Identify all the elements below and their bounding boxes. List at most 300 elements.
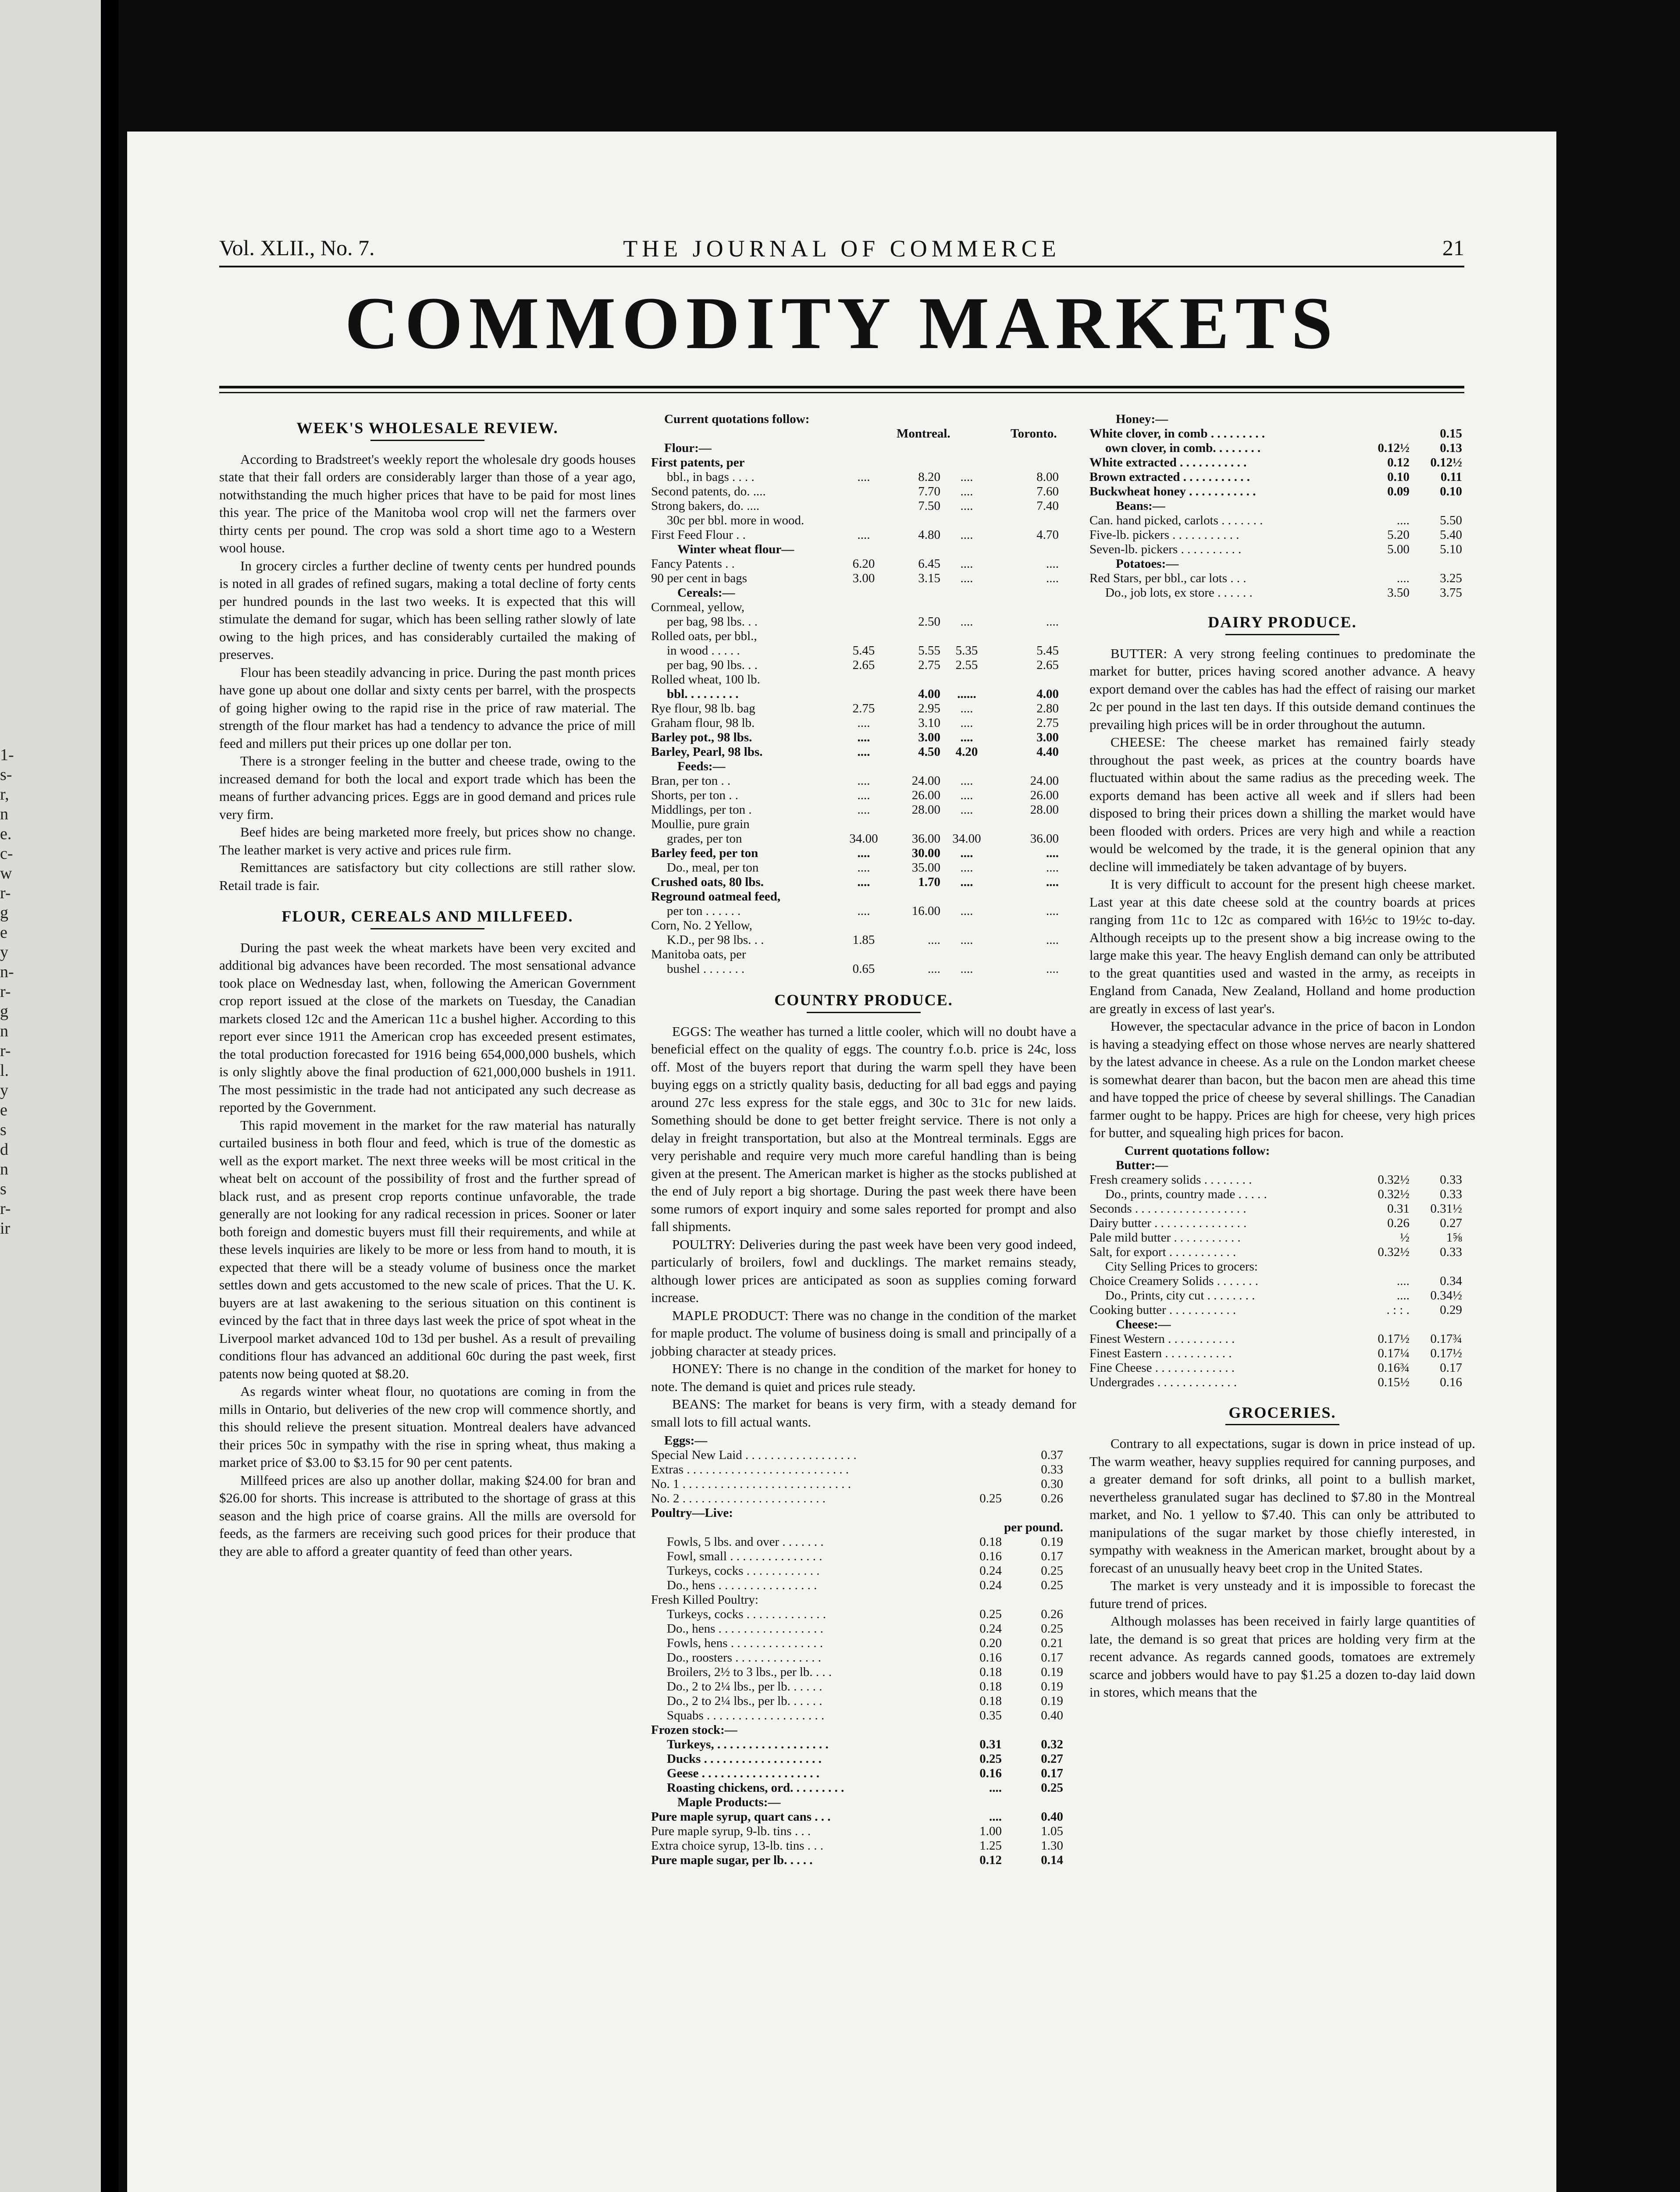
previous-page-fragment: d xyxy=(0,1140,8,1159)
quote-label xyxy=(651,1564,958,1578)
quote-label xyxy=(651,658,840,673)
quote-value xyxy=(840,687,888,701)
quote-value: 3.50 xyxy=(1387,586,1409,600)
quote-label-text: Ducks xyxy=(667,1752,701,1766)
quote-label xyxy=(1089,455,1361,470)
quote-row xyxy=(651,803,1076,817)
quote-label-text: per ton xyxy=(667,904,703,918)
dot-leader: . . . . . . . . . . . . . . . . . . . . . . . xyxy=(679,1491,826,1505)
paragraph: As regards winter wheat flour, no quotations are coming in from the mills in Ontario, but deliveries of the new crop will commence shortly, and this should relieve the present situation. Montreal dealers have advanced their prices 50c in sympathy with the rise in spring wheat, thus making a market price of $3.00 to $3.15 for 90 per cent patents. xyxy=(219,1384,636,1470)
quote-value: 5.40 xyxy=(1440,528,1462,542)
quote-value: 2.55 xyxy=(955,658,978,672)
quote-label-text: Do., prints, country made xyxy=(1105,1187,1235,1201)
quote-label xyxy=(651,528,840,542)
quote-value: .... xyxy=(857,528,870,542)
quote-label-text: Pale mild butter xyxy=(1089,1230,1171,1245)
quote-value: .... xyxy=(960,701,973,715)
quote-label xyxy=(651,557,840,571)
quote-value: 2.75 xyxy=(1036,716,1059,730)
quote-value: .... xyxy=(1046,933,1059,947)
quote-label-text: White extracted xyxy=(1089,455,1177,470)
quote-value: 7.60 xyxy=(1036,484,1059,498)
quote-row xyxy=(651,947,1076,962)
quote-label xyxy=(651,1824,958,1839)
quote-label-text: bushel xyxy=(667,962,700,976)
quote-value xyxy=(888,455,940,470)
quote-label-text: Squabs xyxy=(667,1708,704,1722)
quote-label xyxy=(651,629,840,644)
quote-value: 26.00 xyxy=(1030,788,1059,802)
quote-label xyxy=(1089,1375,1361,1390)
quote-value: 0.10 xyxy=(1387,470,1409,484)
quote-value: 0.12 xyxy=(1387,455,1409,470)
quote-value xyxy=(940,673,993,687)
dot-leader: . . . . . . . . xyxy=(793,1781,844,1795)
masthead-rule-thin xyxy=(219,392,1464,393)
paragraph: HONEY: There is no change in the condition of the market for honey to note. The demand is quiet and prices rule steady. xyxy=(651,1361,1076,1394)
quote-value xyxy=(958,1520,1002,1535)
quote-value: 0.34½ xyxy=(1430,1288,1462,1302)
quote-label-text: Can. hand picked, carlots xyxy=(1089,513,1218,527)
quote-label xyxy=(651,947,840,962)
quote-row xyxy=(1089,586,1475,600)
quote-value xyxy=(1361,1260,1409,1274)
quote-category: Eggs:— xyxy=(664,1434,708,1448)
quote-value: 7.50 xyxy=(918,499,940,513)
quote-value: 0.12½ xyxy=(1377,441,1409,455)
dot-leader: . . . . . . . . . . . . . . . . . . . . . . . . . . . xyxy=(679,1477,851,1491)
page-number: 21 xyxy=(1442,235,1464,260)
quote-value: 2.80 xyxy=(1036,701,1059,715)
quote-value: .... xyxy=(1397,1274,1409,1288)
quote-label xyxy=(1089,542,1361,557)
quote-category: Feeds:— xyxy=(677,759,726,773)
quote-row xyxy=(651,716,1076,730)
quote-value: .... xyxy=(1046,846,1059,860)
quote-value: 0.16¾ xyxy=(1377,1360,1409,1375)
quote-value: 34.00 xyxy=(952,832,981,846)
dot-leader: . . . . . . . . . . . xyxy=(1162,1346,1232,1360)
quote-value: 0.32½ xyxy=(1377,1245,1409,1259)
quote-value xyxy=(940,918,993,933)
quote-label-text: Fine Cheese xyxy=(1089,1360,1152,1375)
quote-value xyxy=(958,1593,1002,1607)
quote-value: 1.05 xyxy=(1041,1824,1063,1838)
quote-label-text: Cornmeal, yellow, xyxy=(651,600,745,614)
quote-value xyxy=(840,484,888,499)
quote-value: 0.32 xyxy=(1041,1737,1063,1751)
previous-page-fragment: s- xyxy=(0,765,12,784)
quote-value xyxy=(940,629,993,644)
toronto-header: Toronto. xyxy=(1011,427,1057,441)
heading-rule xyxy=(370,440,484,441)
quote-label-text: bbl., in bags xyxy=(667,470,729,484)
quote-label xyxy=(651,600,840,615)
quote-row xyxy=(651,875,1076,890)
quote-label-text: Geese xyxy=(667,1766,699,1780)
dot-leader: . . . . . . . . . . . xyxy=(1166,1302,1236,1317)
dot-leader: . . . . . . . . . . . . xyxy=(743,1564,820,1578)
quote-value: 1.70 xyxy=(918,875,940,889)
quote-value: 0.17¾ xyxy=(1430,1331,1462,1346)
quote-label xyxy=(1089,441,1361,455)
quote-label xyxy=(651,890,840,904)
previous-page-fragment: g xyxy=(0,1002,8,1021)
quote-value: 0.25 xyxy=(1041,1578,1063,1592)
dot-leader: . . . . . . . . . . . . . . . xyxy=(726,1549,822,1563)
dot-leader: . . . . . . . . xyxy=(687,687,739,701)
quote-label-text: Finest Eastern xyxy=(1089,1346,1162,1360)
previous-page-fragment: r- xyxy=(0,884,11,902)
previous-page-fragment: y xyxy=(0,943,8,961)
quote-label xyxy=(651,1853,958,1868)
quote-label xyxy=(651,1680,958,1694)
quote-value: 5.20 xyxy=(1387,528,1409,542)
quote-value: 0.17¼ xyxy=(1377,1346,1409,1360)
quote-value: 34.00 xyxy=(849,832,878,846)
quote-value: 0.25 xyxy=(979,1607,1002,1621)
dot-leader: . . . . . . . . xyxy=(1204,1288,1255,1302)
dot-leader: . . . xyxy=(791,1824,811,1838)
quote-row xyxy=(651,788,1076,803)
quote-value: 0.24 xyxy=(979,1578,1002,1592)
quote-row xyxy=(1089,455,1475,470)
dairy-produce-body xyxy=(1089,645,1475,1142)
quote-value: 1⅝ xyxy=(1446,1230,1462,1245)
quote-row xyxy=(1089,1245,1475,1260)
quote-label-text: Extra choice syrup, 13-lb. tins xyxy=(651,1839,804,1853)
quote-label-text: in wood xyxy=(667,644,708,658)
quote-row xyxy=(651,904,1076,918)
quote-label-text: bbl. xyxy=(667,687,688,701)
quote-value: .... xyxy=(1397,513,1409,527)
dot-leader: . . . . . . . . . . . xyxy=(1166,1245,1236,1259)
quote-value: .... xyxy=(960,484,973,498)
paragraph: MAPLE PRODUCT: There was no change in the condition of the market for maple product. The volume of business doing is small and principally of a jobbing character at steady prices. xyxy=(651,1307,1076,1359)
journal-title: THE JOURNAL OF COMMERCE xyxy=(623,235,1061,262)
weekly-review-heading: WEEK'S WHOLESALE REVIEW. xyxy=(296,419,559,437)
quote-value: 7.70 xyxy=(918,484,940,498)
quote-label xyxy=(651,1463,958,1477)
paragraph: Millfeed prices are also up another dollar, making $24.00 for bran and $26.00 for shorts. This increase is attributed to the shortage of grass at this season and the high price of coarse grains. All the mills are oversold for feeds, as the farmers are receiving such good prices for their produce that they are able to afford a greater quantity of feed than other years. xyxy=(219,1472,636,1559)
quote-row xyxy=(651,1448,1076,1463)
dot-leader: . . . . . . xyxy=(1214,586,1253,600)
quote-value: . : : . xyxy=(1386,1302,1409,1317)
groceries-body xyxy=(1089,1435,1475,1701)
quote-label-text: K.D., per 98 lbs. xyxy=(667,933,751,947)
quote-label xyxy=(1089,1303,1361,1317)
quote-label xyxy=(1089,1173,1361,1187)
previous-page-fragment: r- xyxy=(0,1199,11,1218)
quote-label xyxy=(651,1520,958,1535)
dot-leader: . . . . . . . . . . . . . . . . . . . . . . . . . . xyxy=(683,1463,849,1477)
quote-label-text: Middlings, per ton xyxy=(651,803,746,817)
quote-value: .... xyxy=(857,875,870,889)
quote-value: 4.40 xyxy=(1036,745,1059,759)
quote-value: .... xyxy=(960,803,973,817)
previous-page-fragment: l. xyxy=(0,1061,9,1080)
quote-label xyxy=(651,1665,958,1680)
quote-label-text: Do., 2 to 2¼ lbs., per lb. xyxy=(667,1694,790,1708)
quote-value xyxy=(888,513,940,528)
quote-value xyxy=(993,918,1059,933)
quote-value: 0.26 xyxy=(1387,1216,1409,1230)
heading-rule xyxy=(807,1012,921,1013)
quote-value: .... xyxy=(989,1781,1002,1795)
quotes-intro: Current quotations follow: xyxy=(664,412,810,426)
quote-value: 0.15½ xyxy=(1377,1375,1409,1389)
quote-label xyxy=(1089,1361,1361,1375)
quote-value: 0.17 xyxy=(1440,1360,1462,1375)
quote-row xyxy=(651,1824,1076,1839)
quote-row xyxy=(651,1607,1076,1622)
quote-label xyxy=(651,918,840,933)
quote-row xyxy=(651,499,1076,513)
weekly-review-body xyxy=(219,451,636,895)
quote-row xyxy=(651,861,1076,875)
quote-label-text: Turkeys, cocks xyxy=(667,1607,744,1621)
quote-label-text: Salt, for export xyxy=(1089,1245,1166,1259)
quote-value: 2.65 xyxy=(852,658,875,672)
quote-label-text: Choice Creamery Solids xyxy=(1089,1274,1214,1288)
quote-value: 0.17½ xyxy=(1430,1346,1462,1360)
quote-label xyxy=(651,832,840,846)
quote-label xyxy=(1089,427,1361,441)
quote-label xyxy=(651,1593,958,1607)
quote-label-text: Do., 2 to 2¼ lbs., per lb. xyxy=(667,1680,790,1694)
quote-value: 0.24 xyxy=(979,1622,1002,1636)
quote-value: 0.25 xyxy=(979,1491,1002,1505)
paragraph: BEANS: The market for beans is very firm, with a steady demand for small lots to fill actual wants. xyxy=(651,1396,1076,1430)
quote-value: 0.27 xyxy=(1041,1752,1063,1766)
dot-leader: . . . . . . . xyxy=(779,1535,824,1549)
dot-leader: . . . . xyxy=(787,1853,813,1867)
quote-row xyxy=(1089,1216,1475,1231)
quote-label-text: Roasting chickens, ord. xyxy=(667,1781,794,1795)
quote-label xyxy=(651,1708,958,1723)
quote-label xyxy=(651,470,840,484)
quote-label-text: Seven-lb. pickers xyxy=(1089,542,1178,556)
dot-leader: . . . . . . . . . . . . . . xyxy=(732,1651,822,1665)
quote-value: .... xyxy=(960,730,973,744)
quote-value: 3.25 xyxy=(1440,571,1462,585)
quote-label-text: Pure maple syrup, 9-lb. tins xyxy=(651,1824,792,1838)
quote-value: .... xyxy=(1046,875,1059,889)
quote-value: 1.00 xyxy=(979,1824,1002,1838)
quote-label xyxy=(651,933,840,947)
quote-label xyxy=(1089,1274,1361,1288)
quote-row xyxy=(651,918,1076,933)
quote-value: .... xyxy=(960,774,973,788)
quote-label xyxy=(651,846,840,861)
quote-value: 0.25 xyxy=(1041,1564,1063,1578)
dot-leader: . . xyxy=(733,528,746,542)
previous-page-fragment: n xyxy=(0,1022,8,1040)
quote-value: .... xyxy=(1046,557,1059,571)
quote-row xyxy=(651,933,1076,947)
quote-value xyxy=(1361,427,1409,441)
quote-label xyxy=(651,687,840,701)
dot-leader: . . . . . . . . . . . . . . . . . . xyxy=(1132,1201,1246,1216)
quote-value: .... xyxy=(1046,615,1059,629)
quote-value: 3.75 xyxy=(1440,586,1462,600)
quote-value xyxy=(993,455,1059,470)
previous-page-fragment: g xyxy=(0,904,8,922)
quote-label-text: grades, per ton xyxy=(667,832,742,846)
quote-value xyxy=(888,918,940,933)
quote-value: 0.31 xyxy=(1387,1201,1409,1216)
quote-label-text: No. 2 xyxy=(651,1491,680,1505)
previous-page-fragment: n xyxy=(0,1160,8,1178)
quote-value: .... xyxy=(960,788,973,802)
dot-leader: . . . . . . . . . . . . . . . xyxy=(1151,1216,1247,1230)
quote-label-text: Buckwheat honey xyxy=(1089,484,1186,498)
quote-label xyxy=(1089,1202,1361,1216)
paragraph: During the past week the wheat markets have been very excited and additional big advances have been recorded. The most sensational advance took place on Wednesday last, when, following the American Government crop report issued at the close of the markets on Tuesday, the Canadian markets closed 12c and the American 11c a bushel higher. According to this report ever since 1911 the American crop has exceeded present estimates, the total production forecasted for 1916 being 654,000,000 bushels, which is only slightly above the final production of 621,000,000 bushels in 1911. The most pessimistic in the trade had not anticipated any such decrease as reported by the Government. xyxy=(219,939,636,1115)
quote-value xyxy=(840,629,888,644)
quote-row xyxy=(651,846,1076,861)
quote-label-text: Rolled wheat, 100 lb. xyxy=(651,673,760,687)
quote-value xyxy=(993,513,1059,528)
quote-label-text: Seconds xyxy=(1089,1201,1132,1216)
quote-value: 0.18 xyxy=(979,1535,1002,1549)
quote-value xyxy=(840,947,888,962)
quote-label xyxy=(1089,1231,1361,1245)
quote-label-text: Shorts, per ton xyxy=(651,788,726,802)
quote-row xyxy=(651,484,1076,499)
quote-label-text: Do., meal, per ton xyxy=(667,861,759,875)
quote-value: 0.18 xyxy=(979,1680,1002,1694)
quote-value: .... xyxy=(857,470,870,484)
paragraph: Flour has been steadily advancing in price. During the past month prices have gone up about one dollar and sixty cents per barrel, with the prospects of going higher owing to the rapid rise in the price of raw material. The strength of the flour market has had a tendency to advance the price of mill feed and millers put their prices up one dollar per ton. xyxy=(219,664,636,751)
quote-row xyxy=(1089,441,1475,455)
previous-page-fragment: e xyxy=(0,1101,7,1119)
quote-row xyxy=(1089,1375,1475,1390)
quote-label-text: Rye flour, 98 lb. bag xyxy=(651,701,755,715)
dot-leader: . . . . . . . . . . . . . . . . . xyxy=(715,1622,823,1636)
previous-page-fragment: s xyxy=(0,1180,7,1198)
paragraph: According to Bradstreet's weekly report the wholesale dry goods houses state that their fall orders are considerably larger than those of a year ago, notwithstanding the much higher prices that have to be paid for most lines this year. The price of the Manitoba wool crop will net the farmers over thirty cents per pound. The crop was sold a short time ago to a Western wool house. xyxy=(219,451,636,555)
quote-value: 26.00 xyxy=(911,788,940,802)
quote-value: .... xyxy=(960,499,973,513)
quote-value xyxy=(888,673,940,687)
quote-value xyxy=(993,673,1059,687)
quote-label-text: 90 per cent in bags xyxy=(651,571,747,585)
quote-value: 0.25 xyxy=(1041,1622,1063,1636)
quote-category: Butter:— xyxy=(1116,1158,1168,1172)
quote-label-text: Corn, No. 2 Yellow, xyxy=(651,918,752,932)
quote-label xyxy=(651,1766,958,1781)
quote-value xyxy=(958,1463,1002,1477)
quote-value: 0.65 xyxy=(852,962,875,976)
paragraph: CHEESE: The cheese market has remained fairly steady throughout the past week, as prices at the country boards have fluctuated within about the same radius as the preceding week. The exports demand has been active all week and if sllers had been disposed to bring their prices down a shilling the market would have been flooded with orders. Prices are very high and while a reaction would be welcomed by the trade, it is the general opinion that any decline will immediately be taken advantage of by buyers. xyxy=(1089,734,1475,874)
dot-leader: . . . . . . . xyxy=(1214,1274,1259,1288)
quote-row xyxy=(651,1564,1076,1578)
quote-category: Beans:— xyxy=(1116,499,1165,513)
paragraph: There is a stronger feeling in the butter and cheese trade, owing to the increased demand for both the local and export trade which has been the means of further advancing prices. Eggs are in good demand and prices rule very firm. xyxy=(219,753,636,822)
quote-row xyxy=(651,673,1076,687)
quote-label-text: Barley pot., 98 lbs. xyxy=(651,730,752,744)
quote-value: 24.00 xyxy=(1030,774,1059,788)
quote-row xyxy=(651,1781,1076,1795)
quote-label-text: Do., hens xyxy=(667,1578,715,1592)
quote-label xyxy=(1089,1245,1361,1260)
dot-leader: . . . xyxy=(812,1810,831,1824)
column-3 xyxy=(1089,412,1475,1701)
dot-leader: . . . . . xyxy=(790,1694,822,1708)
quote-label xyxy=(651,701,840,716)
dot-leader: .... xyxy=(744,499,760,513)
volume-number: Vol. XLII., No. 7. xyxy=(219,235,375,260)
quote-value: .... xyxy=(928,933,940,947)
country-quotations-table xyxy=(651,1434,1076,1868)
quote-value: ½ xyxy=(1400,1230,1409,1245)
quote-value: per pound. xyxy=(1004,1520,1063,1534)
quote-row xyxy=(1089,1288,1475,1303)
dot-leader: . . . . . xyxy=(790,1680,822,1694)
paragraph: Although molasses has been received in fairly large quantities of late, the demand is so great that prices are holding very firm at the recent advance. As regards canned goods, tomatoes are extremely scarce and jobbers would have to pay $1.25 a dozen to-day laid down in stores, which means that the xyxy=(1089,1613,1475,1700)
quote-label xyxy=(1089,513,1361,528)
paragraph: EGGS: The weather has turned a little cooler, which will no doubt have a beneficial effect on the quality of eggs. The country f.o.b. price is 24c, loss off. Most of the buyers report that during the warm spell they have been buying eggs on a strictly quality basis, deducting for all bad eggs and paying around 27c less express for the stale eggs, and 30c to 31c for new laids. Something should be done to get better freight service. There is not only a delay in freight transportation, but also at the Montreal terminals. Eggs are very perishable and require very much more careful handling than is being given at the present. The American market is higher as the stocks published at the end of July report a big shortage. During the past week there have been some rumors of export inquiry and some sales reported for prompt and also fall shipments. xyxy=(651,1023,1076,1234)
paragraph: Contrary to all expectations, sugar is down in price instead of up. The warm weather, heavy supplies required for canning purposes, and a greater demand for soft drinks, all point to a bullish market, nevertheless granulated sugar has declined to $7.80 in the Montreal market, and No. 1 yellow to $7.40. This can only be attributed to manipulations of the sugar market by those chiefly interested, in sympathy with weakness in the American market, brought about by a forecast of an unusually heavy beet crop in the United States. xyxy=(1089,1436,1475,1576)
quote-label xyxy=(1089,1187,1361,1202)
quote-label xyxy=(1089,528,1361,542)
quote-row xyxy=(1089,427,1475,441)
quote-label-text: Turkeys, xyxy=(667,1737,714,1751)
quote-value: .... xyxy=(928,962,940,976)
quote-value xyxy=(888,817,940,832)
dot-leader: . . xyxy=(751,933,764,947)
quote-label-text: Rolled oats, per bbl., xyxy=(651,629,757,643)
quote-label xyxy=(651,499,840,513)
quote-value xyxy=(993,629,1059,644)
quote-value: .... xyxy=(857,716,870,730)
quote-category: Poultry—Live: xyxy=(651,1506,733,1520)
quote-value: 0.19 xyxy=(1041,1694,1063,1708)
quote-label xyxy=(651,1839,958,1853)
quote-value xyxy=(888,629,940,644)
quote-label-text: First patents, per xyxy=(651,455,745,470)
quote-row xyxy=(651,1737,1076,1752)
quote-label-text: Do., job lots, ex store xyxy=(1105,586,1214,600)
quote-row xyxy=(1089,528,1475,542)
country-produce-body xyxy=(651,1023,1076,1431)
quote-row xyxy=(651,701,1076,716)
quote-value: 0.18 xyxy=(979,1694,1002,1708)
dot-leader: . . . . . . . . . . . . . . . . . . . xyxy=(701,1752,822,1766)
flour-body xyxy=(219,939,636,1561)
quote-value: 3.10 xyxy=(918,716,940,730)
quote-label xyxy=(651,1810,958,1824)
quote-value xyxy=(993,947,1059,962)
quote-value: 5.50 xyxy=(1440,513,1462,527)
quote-label-text: Broilers, 2½ to 3 lbs., per lb. xyxy=(667,1665,813,1679)
quote-label xyxy=(651,774,840,788)
quote-value: 0.26 xyxy=(1041,1607,1063,1621)
quote-value: 5.10 xyxy=(1440,542,1462,556)
quote-value xyxy=(940,513,993,528)
dot-leader: . . . . . . . xyxy=(1218,513,1263,527)
dot-leader: . . . . . . . . . . . xyxy=(1185,484,1256,498)
dairy-quotes-intro: Current quotations follow: xyxy=(1125,1143,1270,1158)
quote-row xyxy=(1089,571,1475,586)
dairy-produce-heading: DAIRY PRODUCE. xyxy=(1208,613,1357,631)
quote-value: 36.00 xyxy=(1030,832,1059,846)
quote-value: 0.19 xyxy=(1041,1535,1063,1549)
quote-value: .... xyxy=(1046,904,1059,918)
quotes-col-headers xyxy=(651,427,1076,441)
quote-value xyxy=(958,1477,1002,1491)
